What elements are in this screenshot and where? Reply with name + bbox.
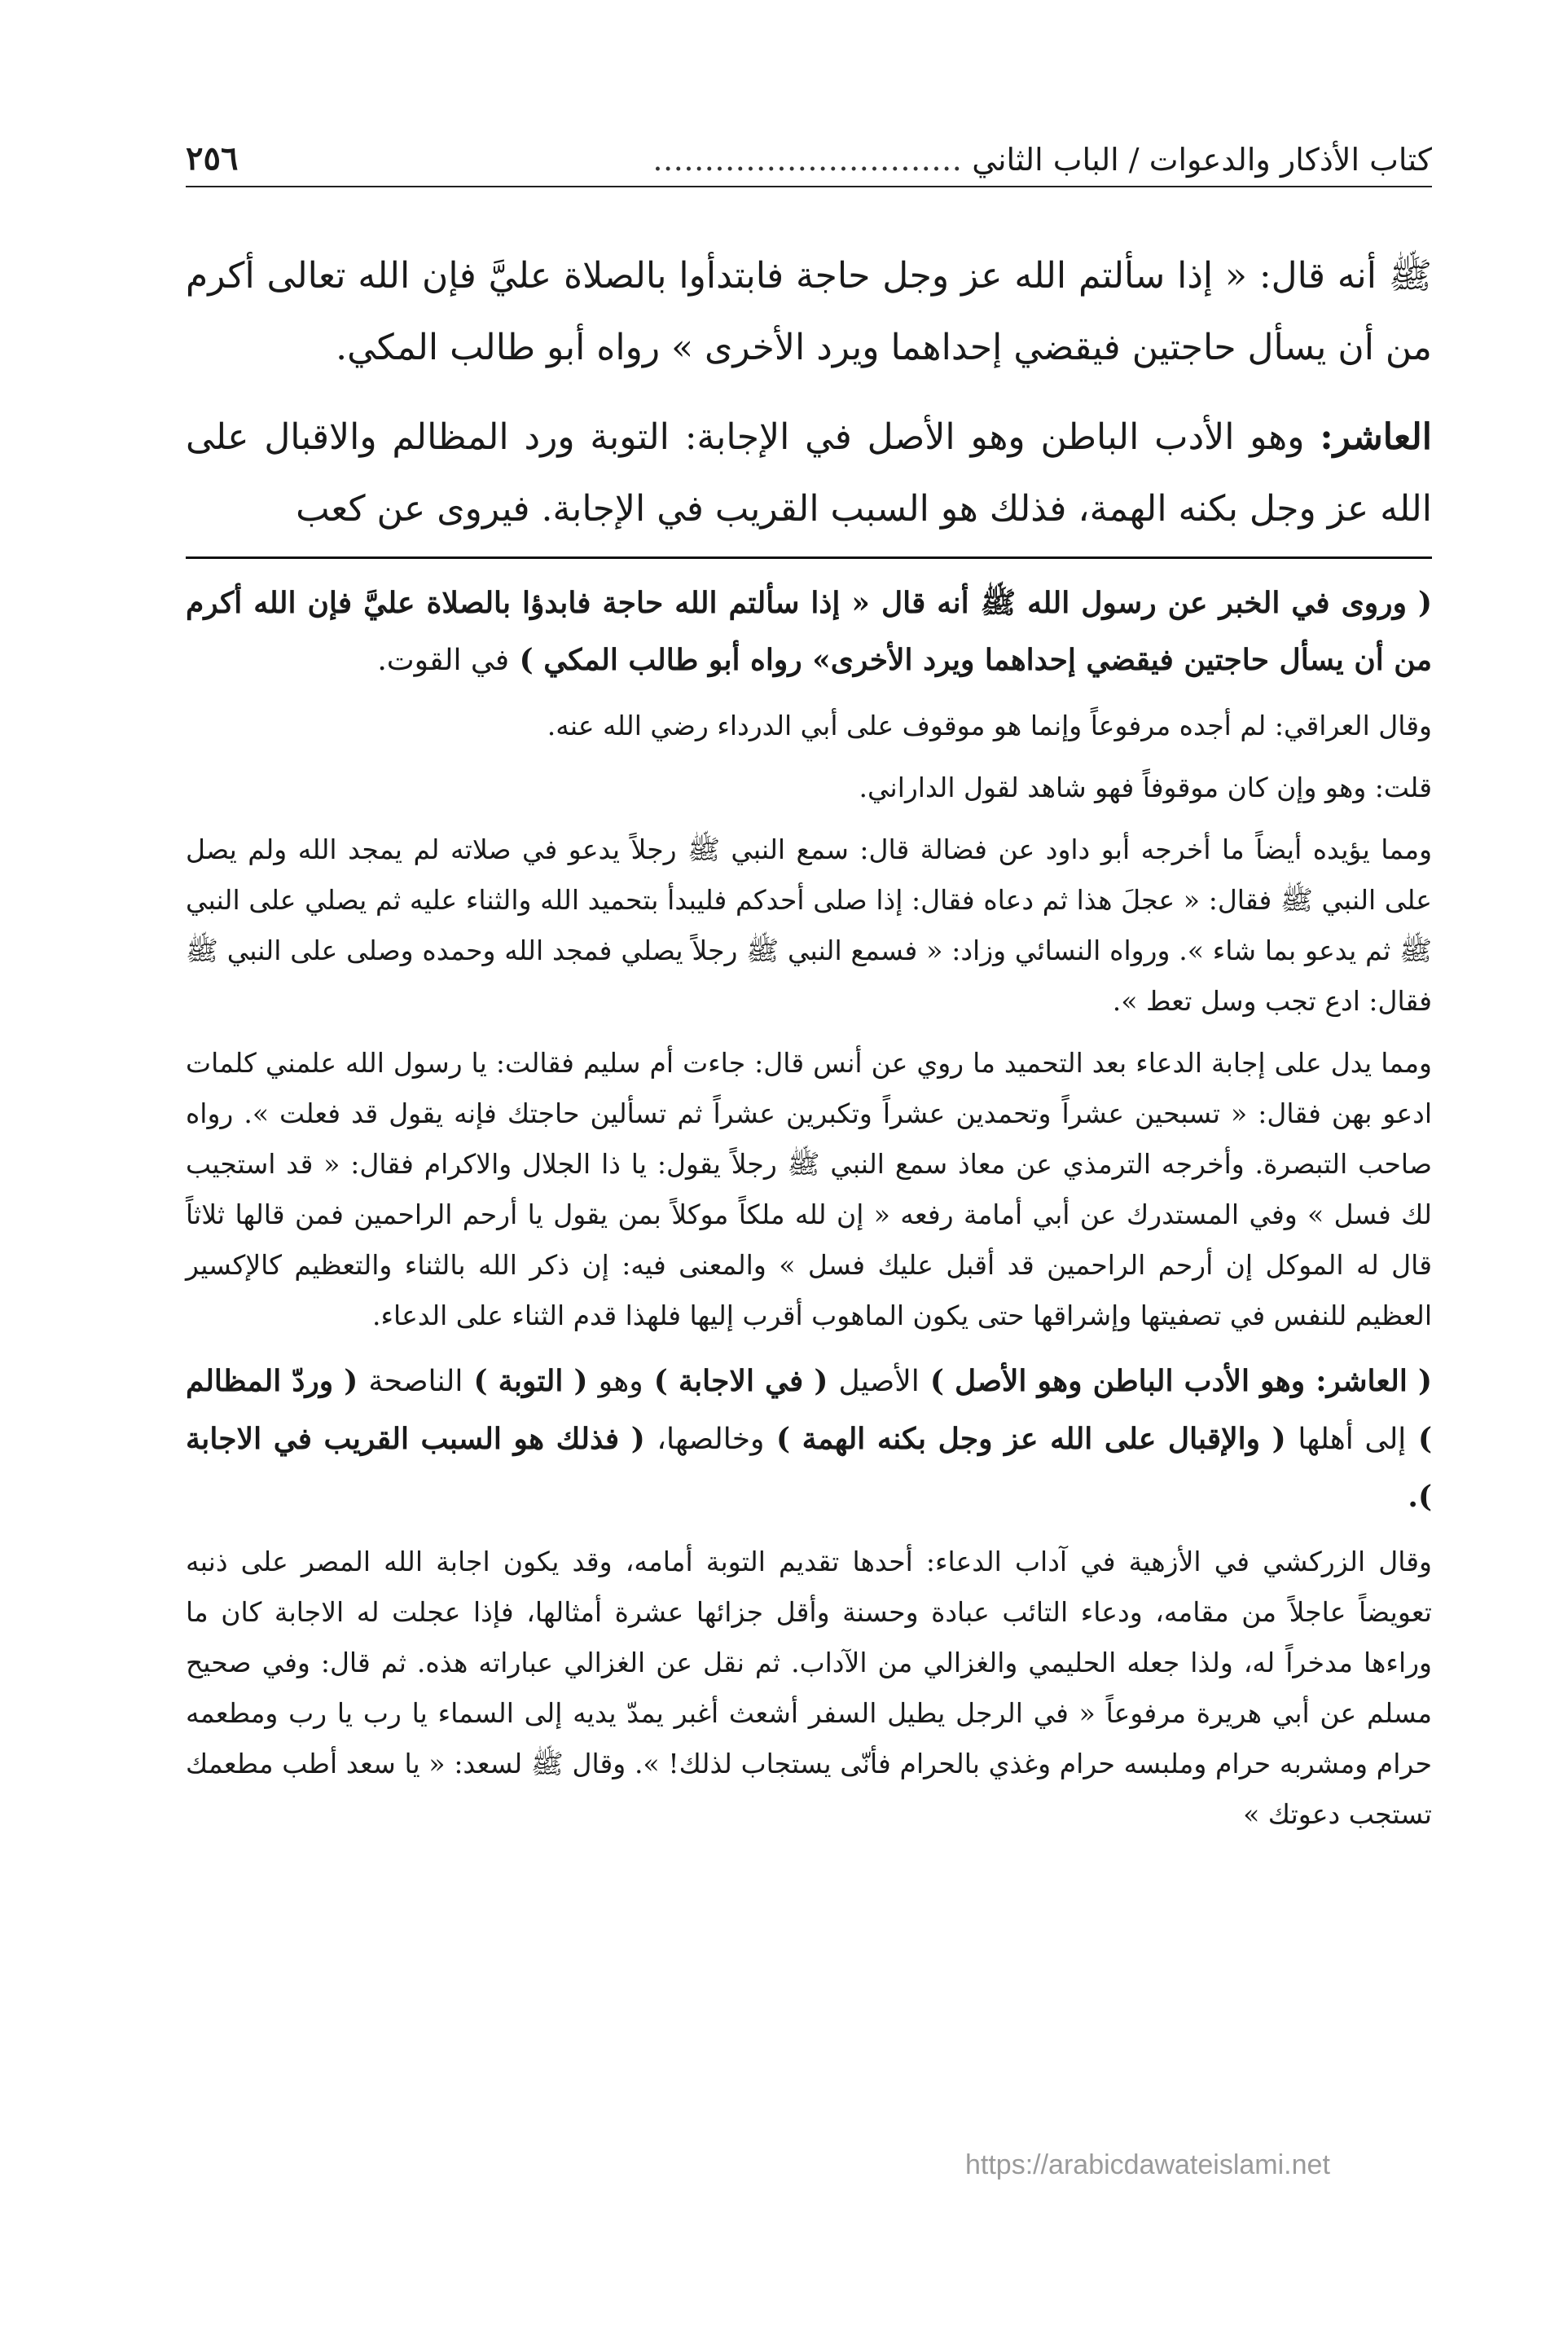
quote-6-part-f: الناصحة	[368, 1365, 463, 1398]
main-paragraph-2-lead: العاشر:	[1320, 416, 1432, 458]
page-number: ٢٥٦	[186, 139, 239, 178]
running-title	[652, 142, 1432, 178]
quote-6-part-i: ( والإقبال على الله عز وجل بكنه الهمة )	[775, 1422, 1286, 1456]
text-divider	[186, 556, 1432, 559]
quote-6-part-b: الأصيل	[838, 1365, 920, 1398]
commentary-paragraph-4: ومما يؤيده أيضاً ما أخرجه أبو داود عن فضالة قال: سمع النبي ﷺ رجلاً يدعو في صلاته لم يمجد الله ولم يصل على النبي ﷺ فقال: « عجلَ هذا ثم دعاه فقال: إذا صلى أحدكم فليبدأ بتحميد الله والثناء عليه ثم يصلي على النبي ﷺ ثم يدعو بما شاء ». ورواه النسائي وزاد: « فسمع النبي ﷺ رجلاً يصلي فمجد الله وحمده وصلى على النبي ﷺ فقال: ادع تجب وسل تعط ».	[186, 834, 1432, 1017]
quote-6-part-d: وهو	[598, 1365, 643, 1398]
quote-6-part-e: ( التوبة )	[473, 1364, 588, 1398]
quote-6-part-c: ( في الاجابة )	[653, 1364, 828, 1398]
commentary-paragraph-2: وقال العراقي: لم أجده مرفوعاً وإنما هو موقوف على أبي الدرداء رضي الله عنه.	[547, 710, 1432, 741]
commentary-quote-1	[186, 574, 1432, 689]
commentary-quote-1-tail: في القوت.	[377, 644, 510, 677]
commentary-quote-1-bold: ( وروى في الخبر عن رسول الله ﷺ أنه قال « إذا سألتم الله حاجة فابدؤا بالصلاة عليَّ فإن الله أكرم من أن يسأل حاجتين فيقضي إحداهما ويرد الأخرى» رواه أبو طالب المكي )	[186, 586, 1432, 677]
quote-6-part-j: وخالصها،	[657, 1423, 765, 1456]
page-header	[186, 122, 1432, 187]
commentary-paragraph-7: وقال الزركشي في الأزهية في آداب الدعاء: أحدها تقديم التوبة أمامه، وقد يكون اجابة الله المصر على ذنبه تعويضاً عاجلاً من مقامه، ودعاء التائب عبادة وحسنة وأقل جزائها عشرة أمثالها، فإذا عجلت له الاجابة كان ما وراءها مدخراً له، ولذا جعله الحليمي والغزالي من الآداب. ثم نقل عن الغزالي عباراته هذه. ثم قال: وفي صحيح مسلم عن أبي هريرة مرفوعاً « في الرجل يطيل السفر أشعث أغبر يمدّ يديه إلى السماء يا رب يا رب ومطعمه حرام ومشربه حرام وملبسه حرام وغذي بالحرام فأنّى يستجاب لذلك! ». وقال ﷺ لسعد: « يا سعد أطب مطعمك تستجب دعوتك »	[186, 1546, 1432, 1830]
main-paragraph-2-rest: وهو الأدب الباطن وهو الأصل في الإجابة: التوبة ورد المظالم والاقبال على الله عز وجل بكنه الهمة، فذلك هو السبب القريب في الإجابة. فيروى عن كعب	[186, 416, 1432, 530]
running-title-text: كتاب الأذكار والدعوات / الباب الثاني	[972, 142, 1432, 178]
commentary	[186, 574, 1432, 1851]
main-text	[186, 240, 1432, 563]
commentary-quote-6	[186, 1353, 1432, 1525]
quote-6-part-a: ( العاشر: وهو الأدب الباطن وهو الأصل )	[929, 1364, 1432, 1398]
quote-6-part-k: ( فذلك هو السبب القريب في الاجابة ).	[186, 1422, 1432, 1514]
quote-6-part-h: إلى أهلها	[1298, 1423, 1407, 1456]
watermark-url: https://arabicdawateislami.net	[965, 2149, 1330, 2180]
commentary-paragraph-5: ومما يدل على إجابة الدعاء بعد التحميد ما روي عن أنس قال: جاءت أم سليم فقالت: يا رسول الله علمني كلمات ادعو بهن فقال: « تسبحين عشراً وتحمدين عشراً وتكبرين عشراً ثم تسألين حاجتك فإنه يقول قد فعلت ». رواه صاحب التبصرة. وأخرجه الترمذي عن معاذ سمع النبي ﷺ رجلاً يقول: يا ذا الجلال والاكرام فقال: « قد استجيب لك فسل » وفي المستدرك عن أبي أمامة رفعه « إن لله ملكاً موكلاً بمن يقول يا أرحم الراحمين فمن قالها ثلاثاً قال له الموكل إن أرحم الراحمين قد أقبل عليك فسل » والمعنى فيه: إن ذكر الله بالثناء والتعظيم كالإكسير العظيم للنفس في تصفيتها وإشراقها حتى يكون الماهوب أقرب إليها فلهذا قدم الثناء على الدعاء.	[186, 1047, 1432, 1331]
main-paragraph-2	[186, 402, 1432, 545]
commentary-paragraph-3: قلت: وهو وإن كان موقوفاً فهو شاهد لقول الداراني.	[859, 772, 1432, 803]
quote-6-part-g: ( وردّ المظالم )	[186, 1364, 1432, 1456]
leader-dots: …………………………	[652, 142, 963, 178]
main-paragraph-1: ﷺ أنه قال: « إذا سألتم الله عز وجل حاجة فابتدأوا بالصلاة عليَّ فإن الله تعالى أكرم من أن يسأل حاجتين فيقضي إحداهما ويرد الأخرى » رواه أبو طالب المكي.	[186, 255, 1432, 368]
